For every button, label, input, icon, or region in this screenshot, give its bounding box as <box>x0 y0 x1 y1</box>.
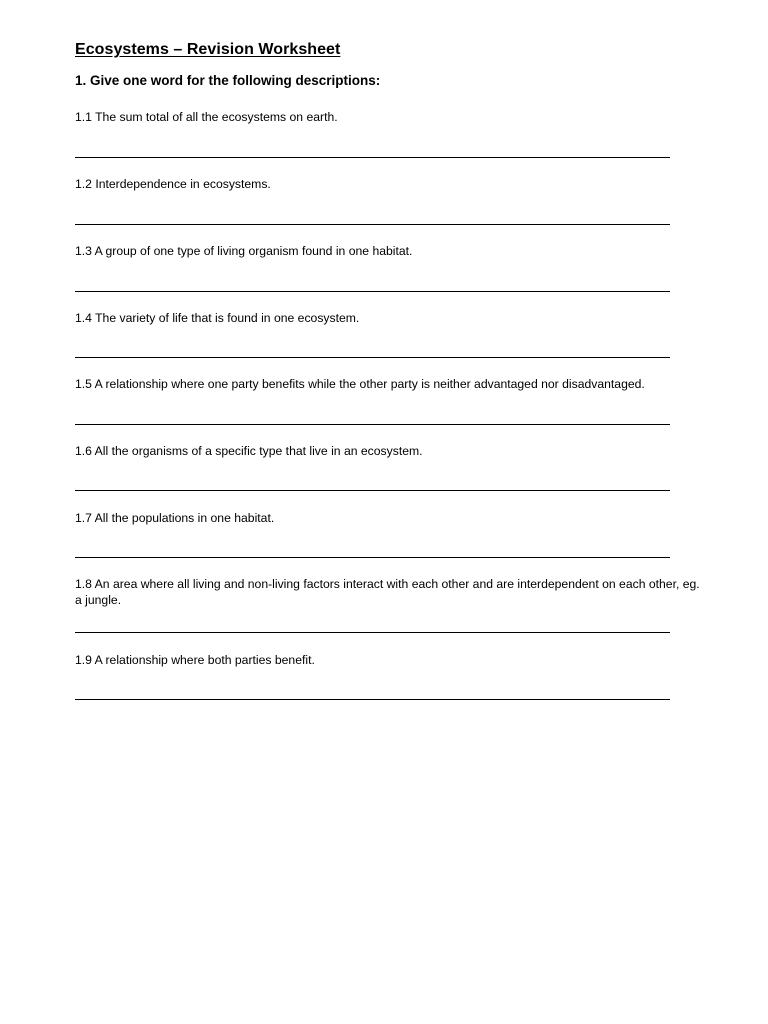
answer-line[interactable] <box>75 557 670 558</box>
answer-line[interactable] <box>75 291 670 292</box>
section-heading: 1. Give one word for the following descriptions: <box>75 73 381 88</box>
question-text: 1.2 Interdependence in ecosystems. <box>75 177 271 191</box>
question-text: 1.4 The variety of life that is found in one ecosystem. <box>75 311 360 325</box>
question-text: 1.8 An area where all living and non-living factors interact with each other and are interdependent on each other, eg. a jungle. <box>75 577 700 607</box>
answer-line[interactable] <box>75 357 670 358</box>
question-text: 1.1 The sum total of all the ecosystems on earth. <box>75 110 338 124</box>
question-text: 1.5 A relationship where one party benefits while the other party is neither advantaged nor disadvantaged. <box>75 377 645 391</box>
answer-line[interactable] <box>75 224 670 225</box>
answer-line[interactable] <box>75 424 670 425</box>
question-text: 1.9 A relationship where both parties benefit. <box>75 653 315 667</box>
question-text: 1.7 All the populations in one habitat. <box>75 511 275 525</box>
answer-line[interactable] <box>75 490 670 491</box>
answer-line[interactable] <box>75 632 670 633</box>
answer-line[interactable] <box>75 699 670 700</box>
question-text: 1.3 A group of one type of living organism found in one habitat. <box>75 244 413 258</box>
page-title: Ecosystems – Revision Worksheet <box>75 41 341 58</box>
answer-line[interactable] <box>75 157 670 158</box>
question-text: 1.6 All the organisms of a specific type that live in an ecosystem. <box>75 444 423 458</box>
